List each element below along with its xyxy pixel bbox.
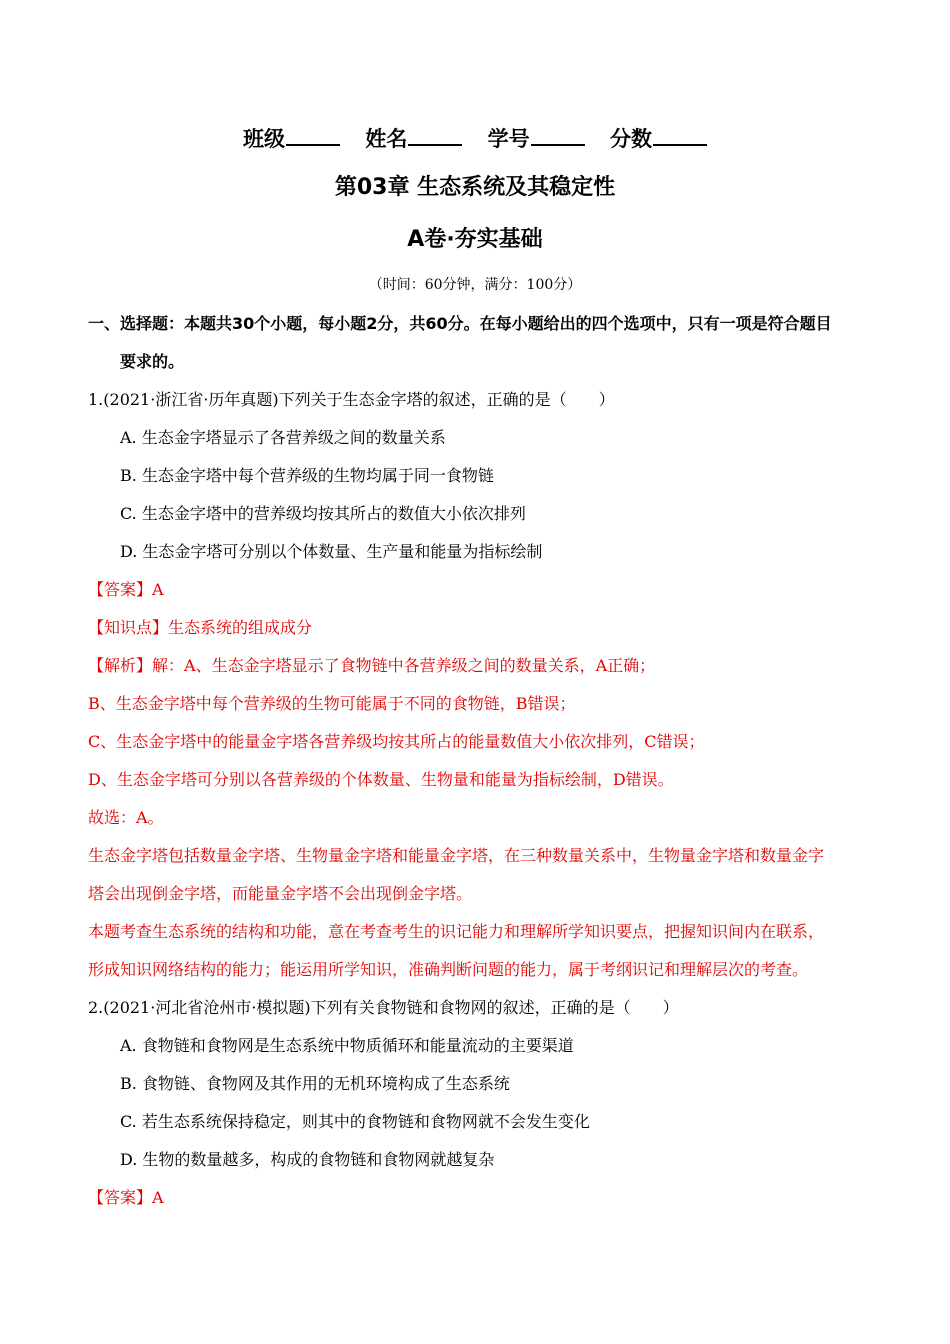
note-line-2: 塔会出现倒金字塔，而能量金字塔不会出现倒金字塔。	[88, 884, 473, 903]
student-number-blank	[531, 126, 585, 146]
question-1-option-c: C. 生态金字塔中的营养级均按其所占的数值大小依次排列	[120, 504, 526, 523]
question-2-option-d: D. 生物的数量越多，构成的食物链和食物网就越复杂	[120, 1150, 495, 1169]
analysis-line-d: D、生态金字塔可分别以各营养级的个体数量、生物量和能量为指标绘制，D错误。	[88, 770, 674, 789]
question-1-stem: 1.(2021·浙江省·历年真题)下列关于生态金字塔的叙述，正确的是（ ）	[88, 390, 615, 409]
question-1-knowledge: 【知识点】生态系统的组成成分	[88, 618, 313, 637]
question-2-option-c: C. 若生态系统保持稳定，则其中的食物链和食物网就不会发生变化	[120, 1112, 590, 1131]
chapter-title: 第03章 生态系统及其稳定性	[334, 175, 616, 200]
question-1-analysis: 【解析】解：A、生态金字塔显示了食物链中各营养级之间的数量关系，A正确；	[88, 656, 656, 675]
student-number-field: 学号	[488, 126, 585, 150]
section-heading-cont: 要求的。	[120, 352, 185, 371]
question-1-option-d: D. 生态金字塔可分别以个体数量、生产量和能量为指标绘制	[120, 542, 543, 561]
question-2-stem: 2.(2021·河北省沧州市·模拟题)下列有关食物链和食物网的叙述，正确的是（ ）	[88, 998, 679, 1017]
score-blank	[653, 126, 707, 146]
note-line-4: 形成知识网络结构的能力；能运用所学知识，准确判断问题的能力，属于考纲识记和理解层次的考查。	[88, 960, 809, 979]
analysis-line-c: C、生态金字塔中的能量金字塔各营养级均按其所占的能量数值大小依次排列，C错误；	[88, 732, 705, 751]
question-1-option-a: A. 生态金字塔显示了各营养级之间的数量关系	[120, 428, 446, 447]
question-1-answer: 【答案】A	[88, 580, 164, 599]
student-info-fields	[0, 126, 950, 150]
question-2-option-a: A. 食物链和食物网是生态系统中物质循环和能量流动的主要渠道	[120, 1036, 574, 1055]
volume-title: A卷·夯实基础	[407, 227, 543, 252]
analysis-line-b: B、生态金字塔中每个营养级的生物可能属于不同的食物链，B错误；	[88, 694, 576, 713]
section-heading: 一、选择题：本题共30个小题，每小题2分，共60分。在每小题给出的四个选项中，只有一项是符合题目	[88, 314, 832, 333]
question-2-option-b: B. 食物链、食物网及其作用的无机环境构成了生态系统	[120, 1074, 510, 1093]
name-blank	[408, 126, 462, 146]
question-1-conclusion: 故选：A。	[88, 808, 164, 827]
score-field: 分数	[610, 126, 707, 150]
note-line-1: 生态金字塔包括数量金字塔、生物量金字塔和能量金字塔，在三种数量关系中，生物量金字塔和数量金字	[88, 846, 825, 865]
name-field: 姓名	[365, 126, 462, 150]
class-blank	[286, 126, 340, 146]
question-1-option-b: B. 生态金字塔中每个营养级的生物均属于同一食物链	[120, 466, 494, 485]
time-info: （时间：60分钟，满分：100分）	[368, 277, 582, 293]
note-line-3: 本题考查生态系统的结构和功能，意在考查考生的识记能力和理解所学知识要点，把握知识间内在联系，	[88, 922, 825, 941]
question-2-answer: 【答案】A	[88, 1188, 164, 1207]
class-field: 班级	[243, 126, 340, 150]
